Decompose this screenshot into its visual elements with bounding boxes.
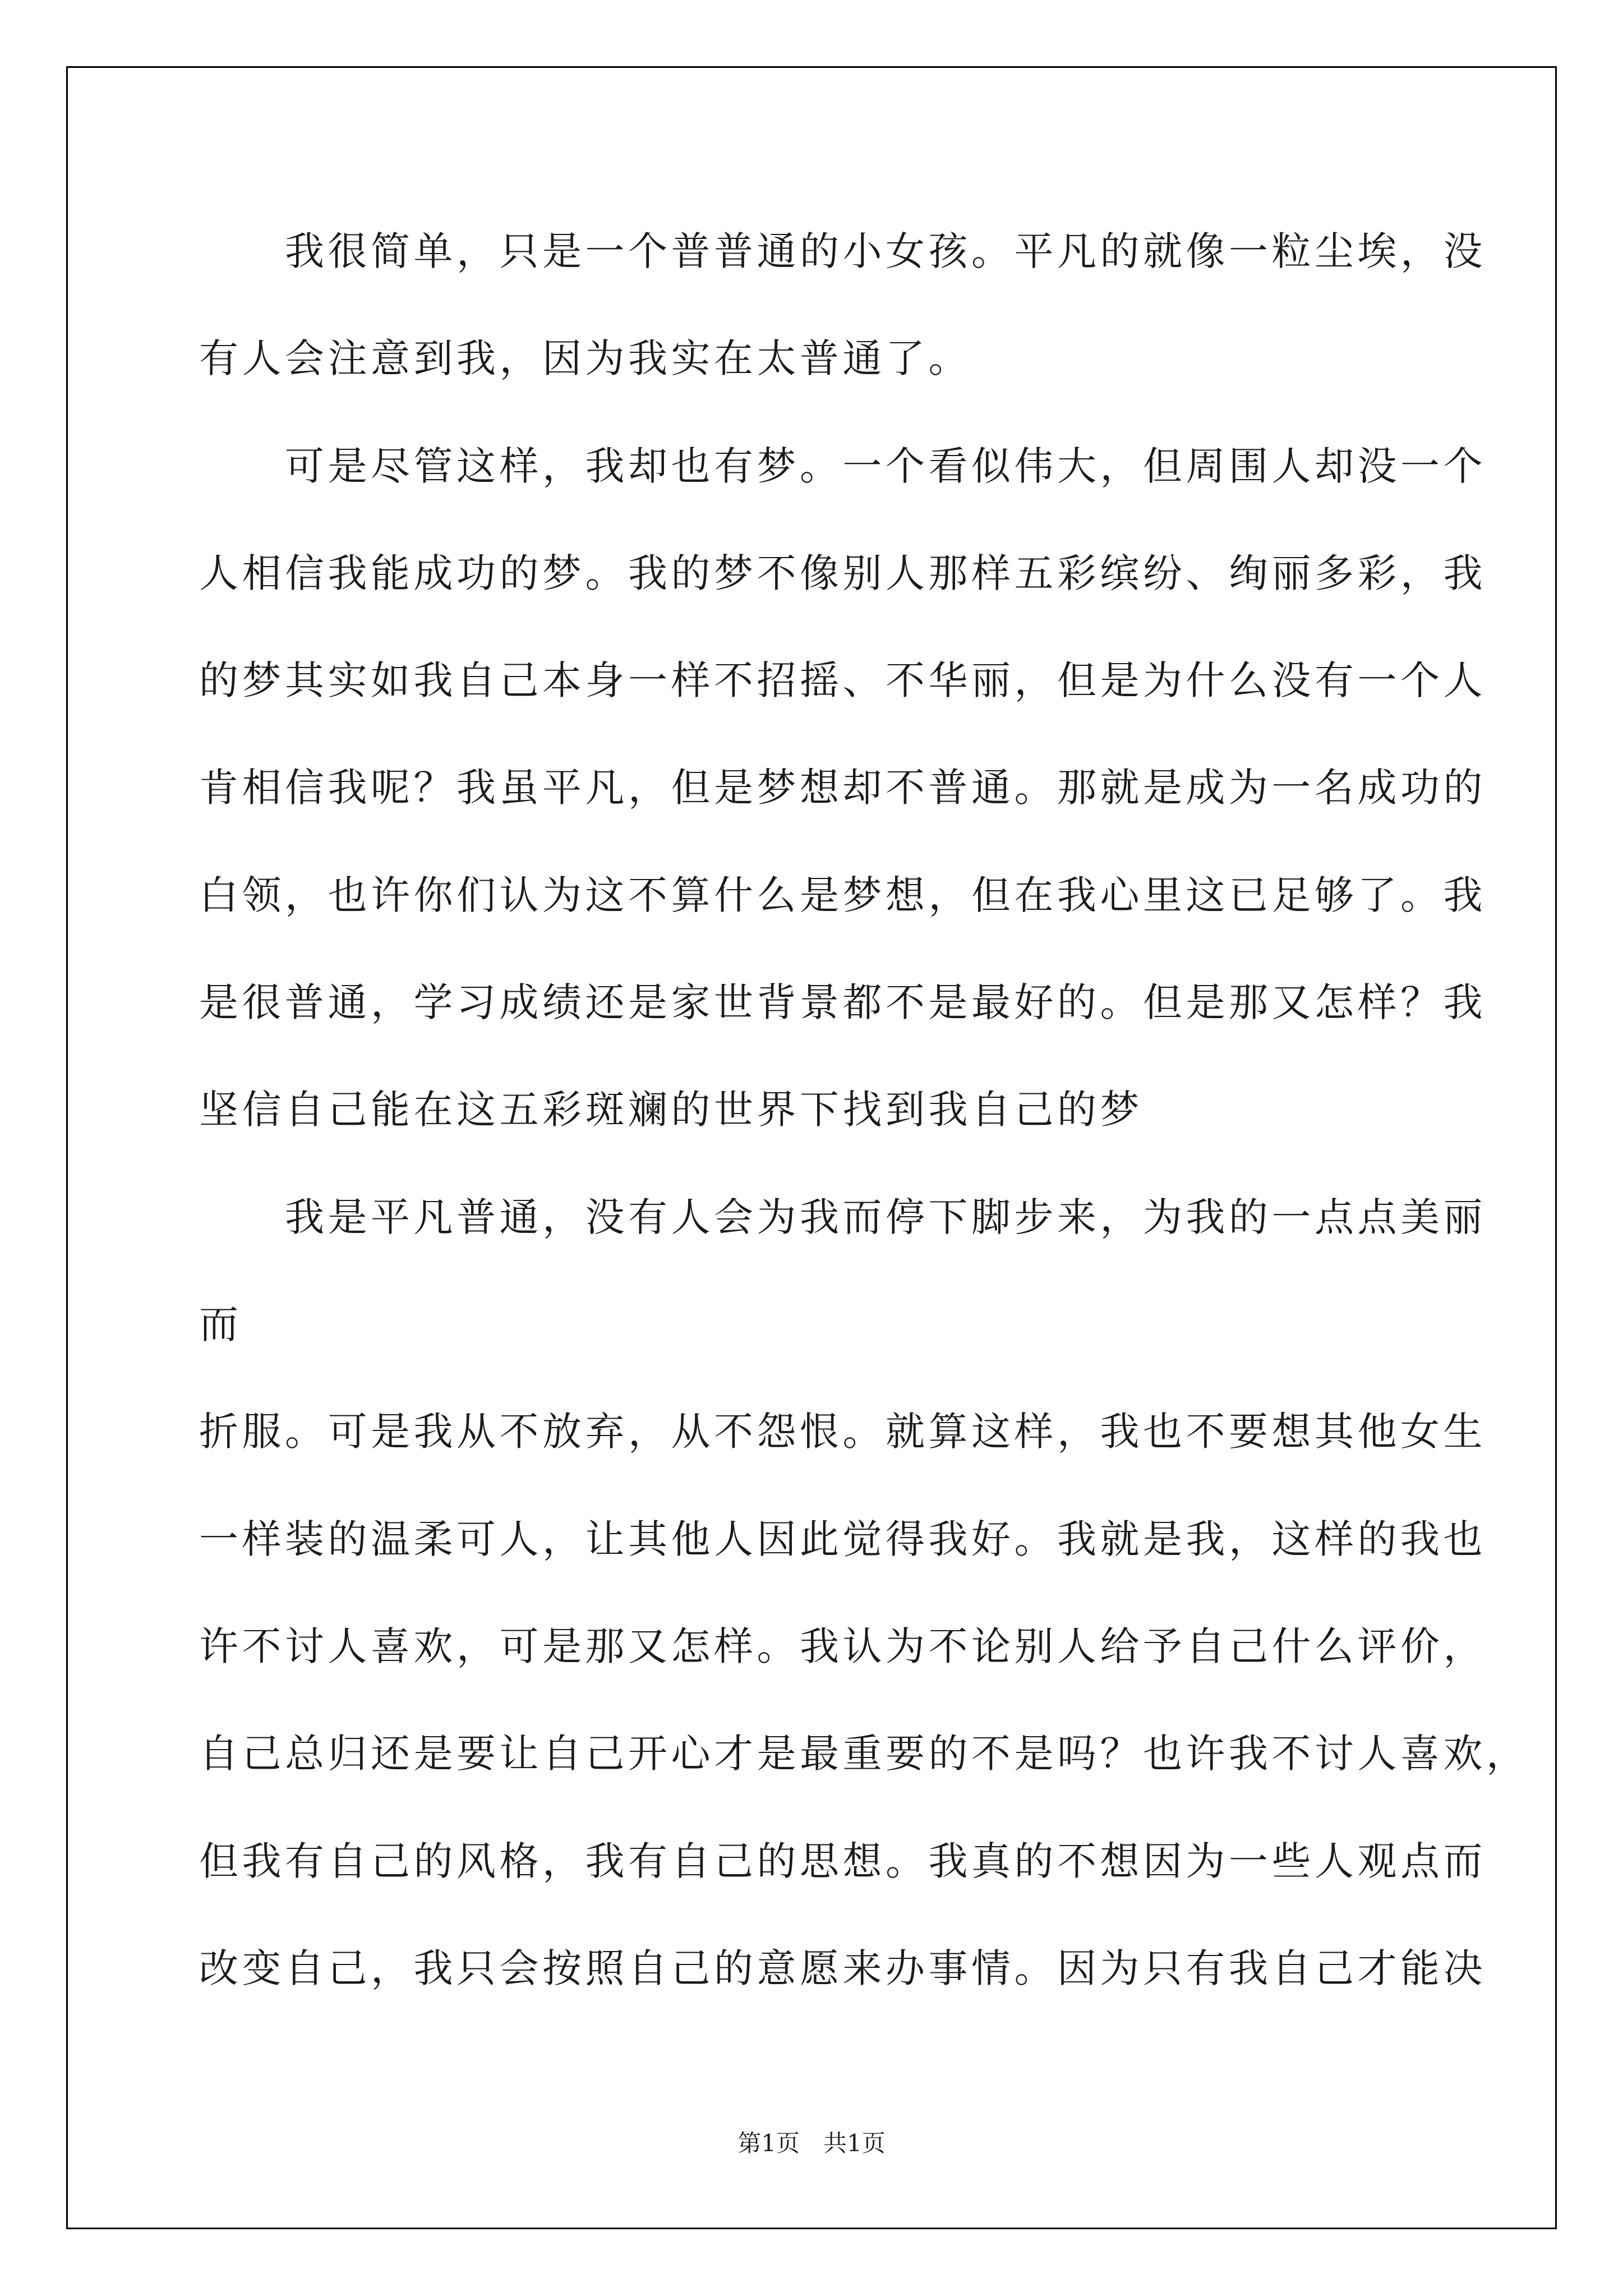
body-text-line: 的梦其实如我自己本身一样不招摇、不华丽，但是为什么没有一个人 [199, 657, 1486, 703]
body-text-line: 肯相信我呢？我虽平凡，但是梦想却不普通。那就是成为一名成功的 [199, 765, 1486, 811]
body-text-line: 人相信我能成功的梦。我的梦不像别人那样五彩缤纷、绚丽多彩，我 [199, 550, 1486, 596]
body-text-line: 一样装的温柔可人，让其他人因此觉得我好。我就是我，这样的我也 [199, 1516, 1486, 1562]
body-text-line: 自己总归还是要让自己开心才是最重要的不是吗？也许我不讨人喜欢， [199, 1731, 1529, 1777]
body-text-line: 我很简单，只是一个普普通的小女孩。平凡的就像一粒尘埃，没 [199, 228, 1486, 274]
body-text-line: 但我有自己的风格，我有自己的思想。我真的不想因为一些人观点而 [199, 1838, 1486, 1884]
page-number-footer: 第1页 共1页 [737, 2129, 886, 2157]
page-border [66, 66, 1557, 2229]
body-text-line: 我是平凡普通，没有人会为我而停下脚步来，为我的一点点美丽 [199, 1194, 1486, 1240]
body-text-line: 可是尽管这样，我却也有梦。一个看似伟大，但周围人却没一个 [199, 443, 1486, 489]
body-text-line: 有人会注意到我，因为我实在太普通了。 [199, 335, 971, 381]
body-text-line: 许不讨人喜欢，可是那又怎样。我认为不论别人给予自己什么评价， [199, 1623, 1486, 1669]
body-text-line: 而 [199, 1301, 242, 1347]
body-text-line: 是很普通，学习成绩还是家世背景都不是最好的。但是那又怎样？我 [199, 979, 1486, 1025]
body-text-line: 白领，也许你们认为这不算什么是梦想，但在我心里这已足够了。我 [199, 872, 1486, 918]
body-text-line: 坚信自己能在这五彩斑斓的世界下找到我自己的梦 [199, 1087, 1143, 1133]
body-text-line: 改变自己，我只会按照自己的意愿来办事情。因为只有我自己才能决 [199, 1945, 1486, 1991]
body-text-line: 折服。可是我从不放弃，从不怨恨。就算这样，我也不要想其他女生 [199, 1409, 1486, 1455]
